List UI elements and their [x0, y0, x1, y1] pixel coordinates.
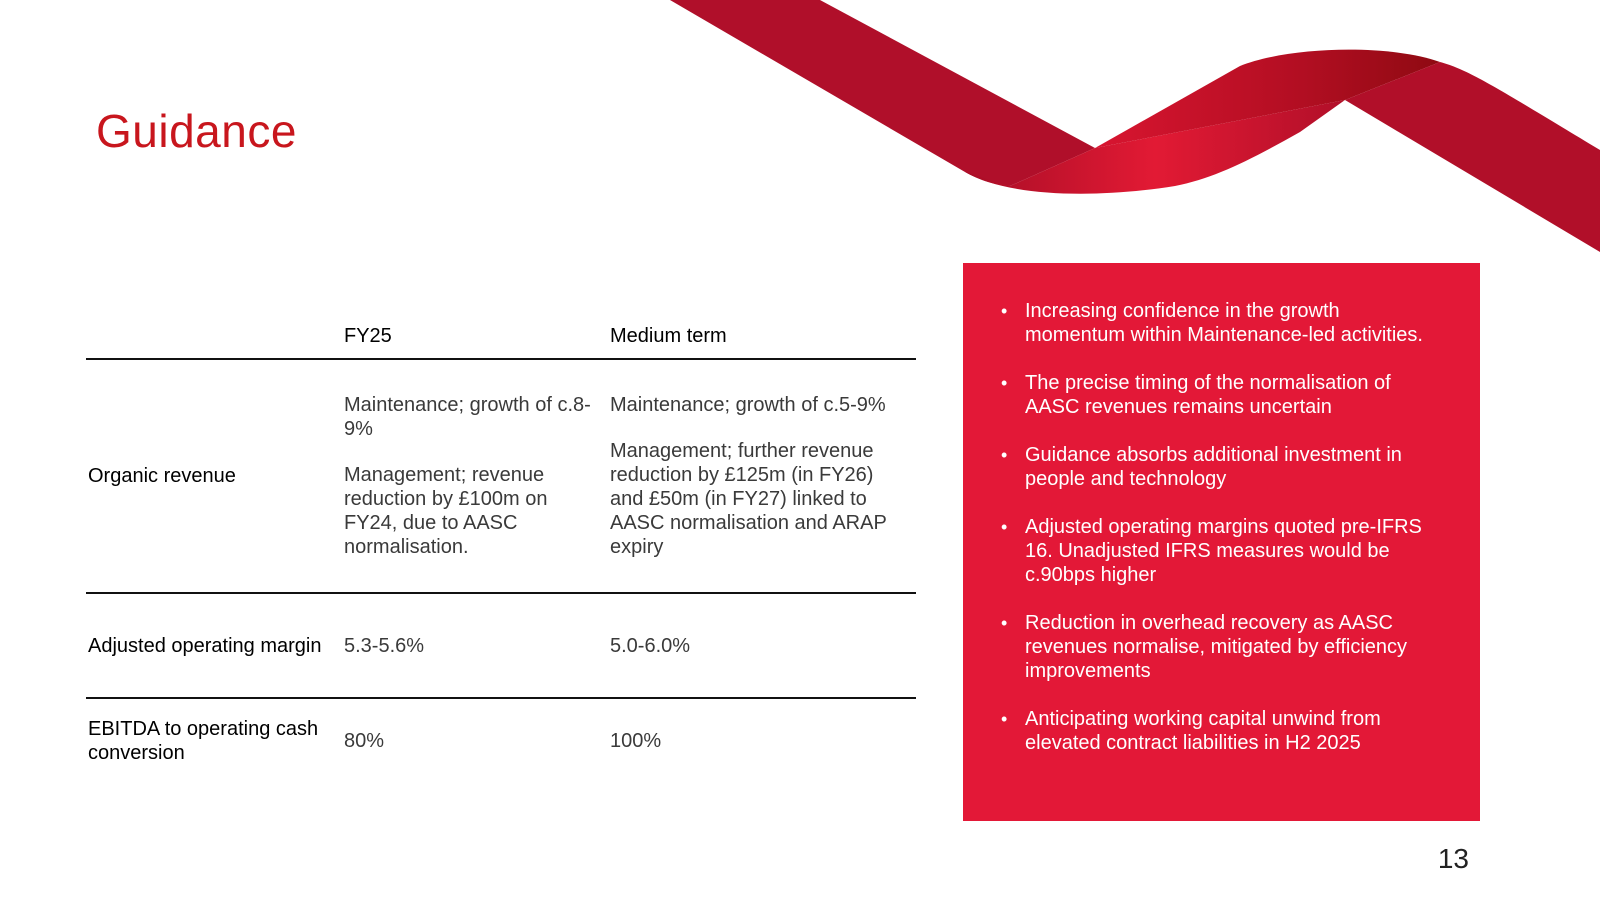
cell-organic-medium [608, 359, 916, 593]
cell-ebitda-medium: 100% [610, 730, 662, 752]
table-header-row [86, 300, 916, 359]
ribbon-right-band [1345, 62, 1600, 252]
cell-ebitda-fy25: 80% [344, 730, 385, 752]
row-label-operating-margin: Adjusted operating margin [86, 593, 342, 698]
list-item: • Increasing confidence in the growth momentum within Maintenance-led activities. [1001, 299, 1444, 347]
header-fy25: FY25 [342, 300, 608, 359]
list-item: • Adjusted operating margins quoted pre-IFRS 16. Unadjusted IFRS measures would be c.90bps higher [1001, 515, 1444, 587]
header-blank [86, 300, 342, 359]
organic-fy25-management: Management; revenue reduction by £100m on FY24, due to AASC normalisation. [344, 464, 548, 558]
row-label-cash-conversion: EBITDA to operating cash conversion [88, 718, 319, 764]
commentary-list [1001, 299, 1444, 755]
table-row-operating-margin [86, 593, 916, 698]
list-item: • Guidance absorbs additional investment in people and technology [1001, 443, 1444, 491]
header-medium-term: Medium term [608, 300, 916, 359]
cell-margin-medium: 5.0-6.0% [608, 593, 916, 698]
commentary-panel [963, 263, 1480, 821]
cell-organic-fy25 [342, 359, 608, 593]
slide-title: Guidance [96, 105, 297, 157]
row-label-organic-revenue: Organic revenue [86, 359, 342, 593]
list-item: • Reduction in overhead recovery as AASC revenues normalise, mitigated by efficiency improvements [1001, 611, 1444, 683]
table-row-cash-conversion [86, 698, 916, 783]
list-item: • Anticipating working capital unwind from elevated contract liabilities in H2 2025 [1001, 707, 1444, 755]
page-number: 13 [1437, 843, 1469, 874]
table-row-organic-revenue [86, 359, 916, 593]
ribbon-left-band [670, 0, 1095, 186]
list-item: • The precise timing of the normalisation of AASC revenues remains uncertain [1001, 371, 1444, 419]
guidance-table [86, 300, 916, 783]
organic-fy25-maintenance: Maintenance; growth of c.8-9% [344, 394, 591, 440]
cell-margin-fy25: 5.3-5.6% [342, 593, 608, 698]
organic-medium-maintenance: Maintenance; growth of c.5-9% [610, 394, 886, 416]
organic-medium-management: Management; further revenue reduction by £125m (in FY26) and £50m (in FY27) linked to AASC normalisation and ARAP expiry [610, 440, 887, 558]
